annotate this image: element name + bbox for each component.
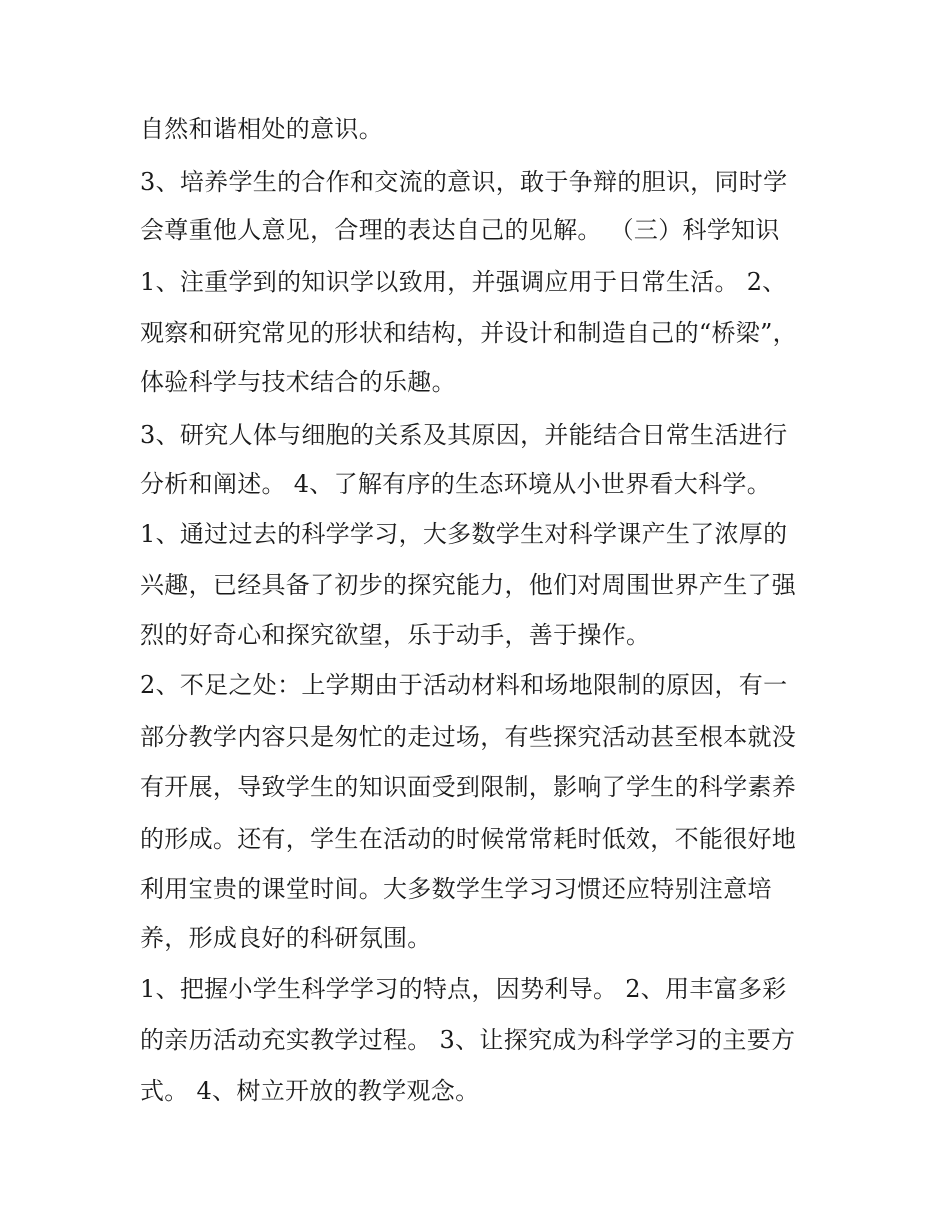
text-line: 3、培养学生的合作和交流的意识，敢于争辩的胆识，同时学 [140, 168, 788, 196]
text-line: 体验科学与技术结合的乐趣。 [140, 368, 456, 396]
text-line: 1、注重学到的知识学以致用，并强调应用于日常生活。 2、 [140, 268, 787, 296]
text-line: 烈的好奇心和探究欲望，乐于动手，善于操作。 [140, 621, 651, 649]
text-line: 2、不足之处：上学期由于活动材料和场地限制的原因，有一 [140, 671, 788, 699]
text-line: 兴趣，已经具备了初步的探究能力，他们对周围世界产生了强 [140, 571, 797, 599]
text-line: 有开展，导致学生的知识面受到限制，影响了学生的科学素养 [140, 773, 797, 801]
text-line: 会尊重他人意见，合理的表达自己的见解。 （三）科学知识 [140, 216, 780, 244]
text-line: 养，形成良好的科研氛围。 [140, 924, 432, 952]
text-line: 部分教学内容只是匆忙的走过场，有些探究活动甚至根本就没 [140, 723, 797, 751]
text-line: 观察和研究常见的形状和结构，并设计和制造自己的“桥梁”， [140, 319, 797, 347]
text-line: 自然和谐相处的意识。 [140, 115, 383, 143]
text-line: 的亲历活动充实教学过程。 3、让探究成为科学学习的主要方 [140, 1026, 796, 1054]
text-line: 式。 4、树立开放的教学观念。 [140, 1077, 480, 1105]
text-line: 1、通过过去的科学学习，大多数学生对科学课产生了浓厚的 [140, 520, 788, 548]
text-line: 3、研究人体与细胞的关系及其原因，并能结合日常生活进行 [140, 421, 788, 449]
text-line: 分析和阐述。 4、了解有序的生态环境从小世界看大科学。 [140, 470, 771, 498]
text-line: 的形成。还有，学生在活动的时候常常耗时低效，不能很好地 [140, 825, 797, 853]
text-line: 1、把握小学生科学学习的特点，因势利导。 2、用丰富多彩 [140, 975, 787, 1003]
text-line: 利用宝贵的课堂时间。大多数学生学习习惯还应特别注意培 [140, 875, 772, 903]
